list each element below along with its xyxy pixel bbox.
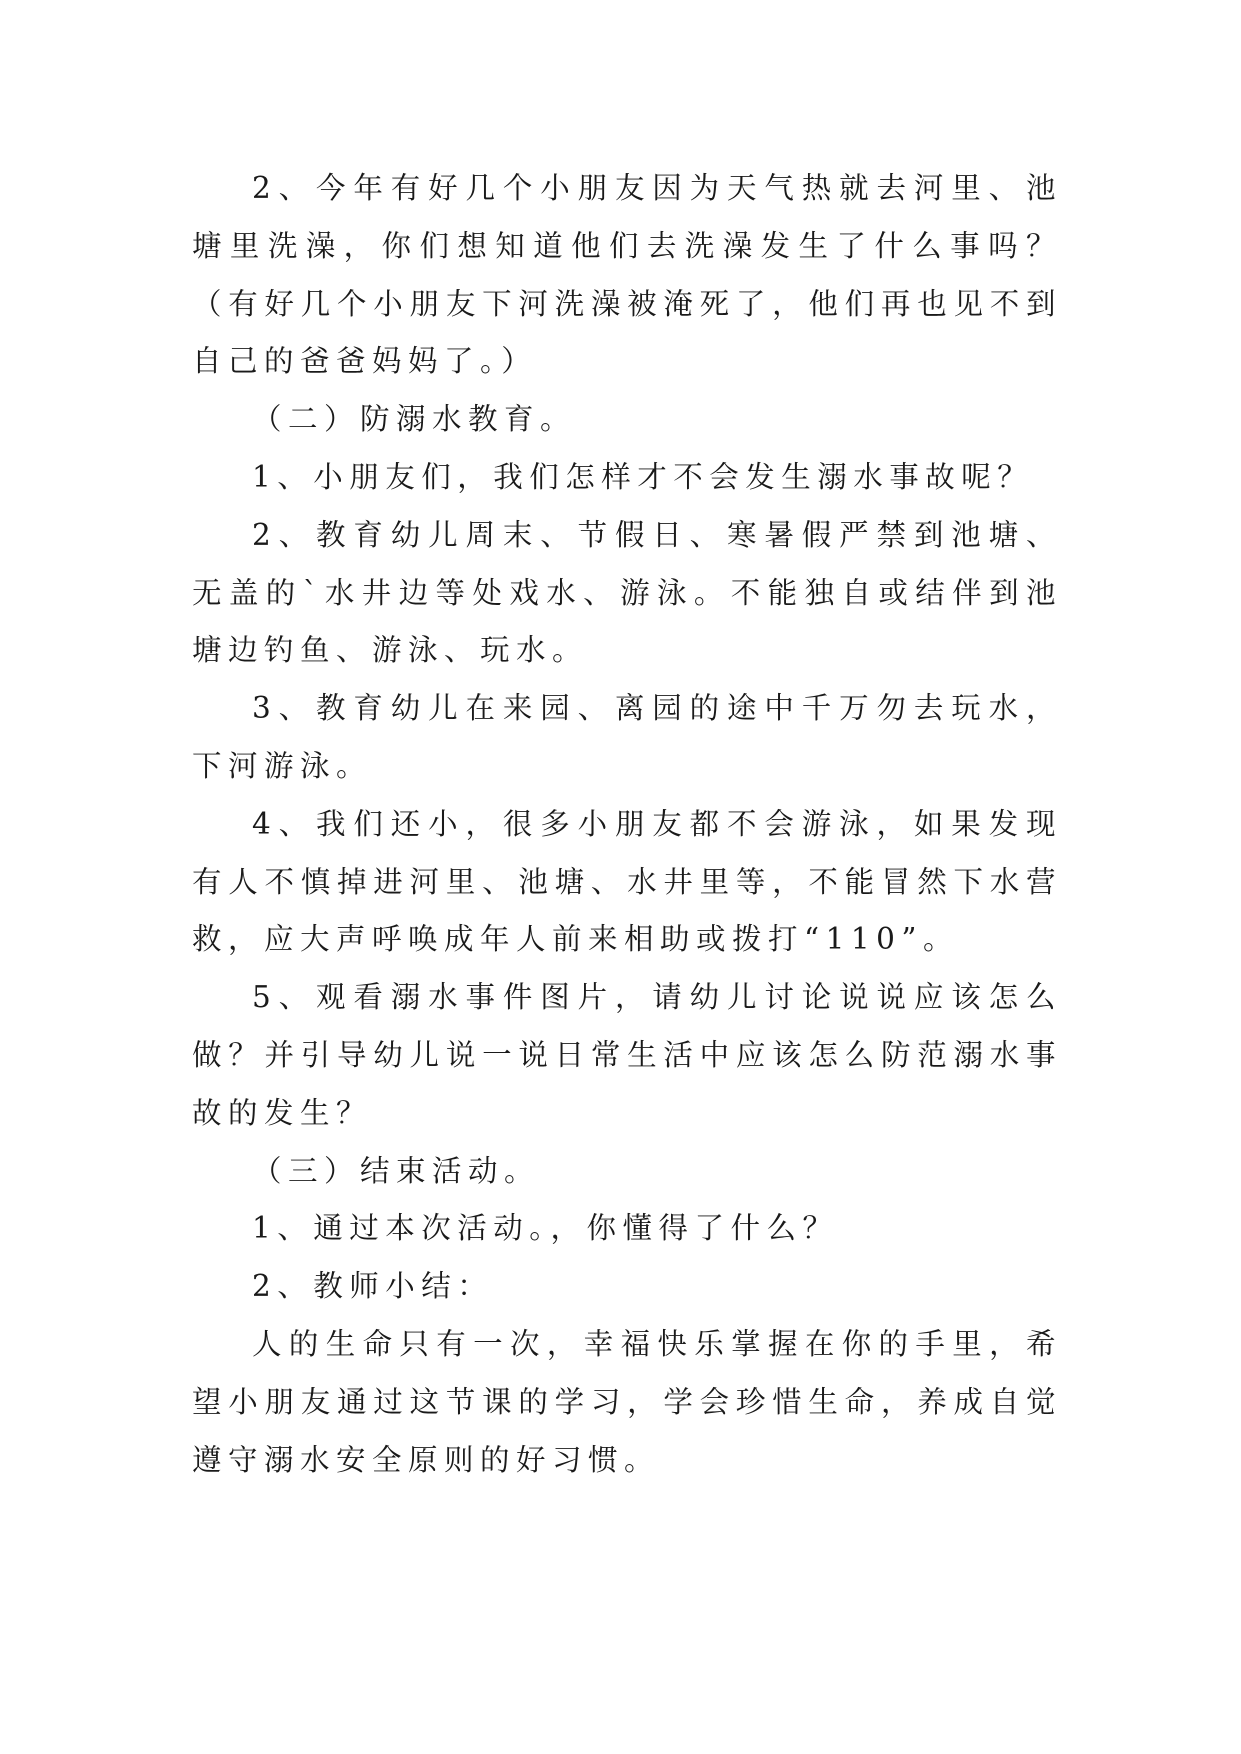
section-heading-2: （二）防溺水教育。 <box>252 402 577 437</box>
paragraph-item-4: 4、我们还小，很多小朋友都不会游泳，如果发现有人不慎掉进河里、池塘、水井里等，不能冒然下水营救，应大声呼唤成年人前来相助或拨打“110”。 <box>192 806 1062 957</box>
paragraph-item-1: 1、小朋友们，我们怎样才不会发生溺水事故呢？ <box>252 459 1034 494</box>
paragraph-summary-1: 1、通过本次活动。，你懂得了什么？ <box>252 1211 839 1246</box>
paragraph-summary-2: 2、教师小结： <box>252 1269 494 1304</box>
paragraph-item-2: 2、教育幼儿周末、节假日、寒暑假严禁到池塘、无盖的`水井边等处戏水、游泳。不能独自或结伴到池塘边钓鱼、游泳、玩水。 <box>192 517 1062 668</box>
document-body <box>192 160 1062 1489</box>
paragraph-intro-question: 2、今年有好几个小朋友因为天气热就去河里、池塘里洗澡，你们想知道他们去洗澡发生了什么事吗？（有好几个小朋友下河洗澡被淹死了，他们再也见不到自己的爸爸妈妈了。） <box>192 171 1062 379</box>
paragraph-conclusion: 人的生命只有一次，幸福快乐掌握在你的手里，希望小朋友通过这节课的学习，学会珍惜生命，养成自觉遵守溺水安全原则的好习惯。 <box>192 1326 1062 1477</box>
paragraph-item-5: 5、观看溺水事件图片，请幼儿讨论说说应该怎么做？并引导幼儿说一说日常生活中应该怎么防范溺水事故的发生？ <box>192 980 1062 1130</box>
paragraph-item-3: 3、教育幼儿在来园、离园的途中千万勿去玩水，下河游泳。 <box>192 691 1062 783</box>
section-heading-3: （三）结束活动。 <box>252 1153 541 1188</box>
